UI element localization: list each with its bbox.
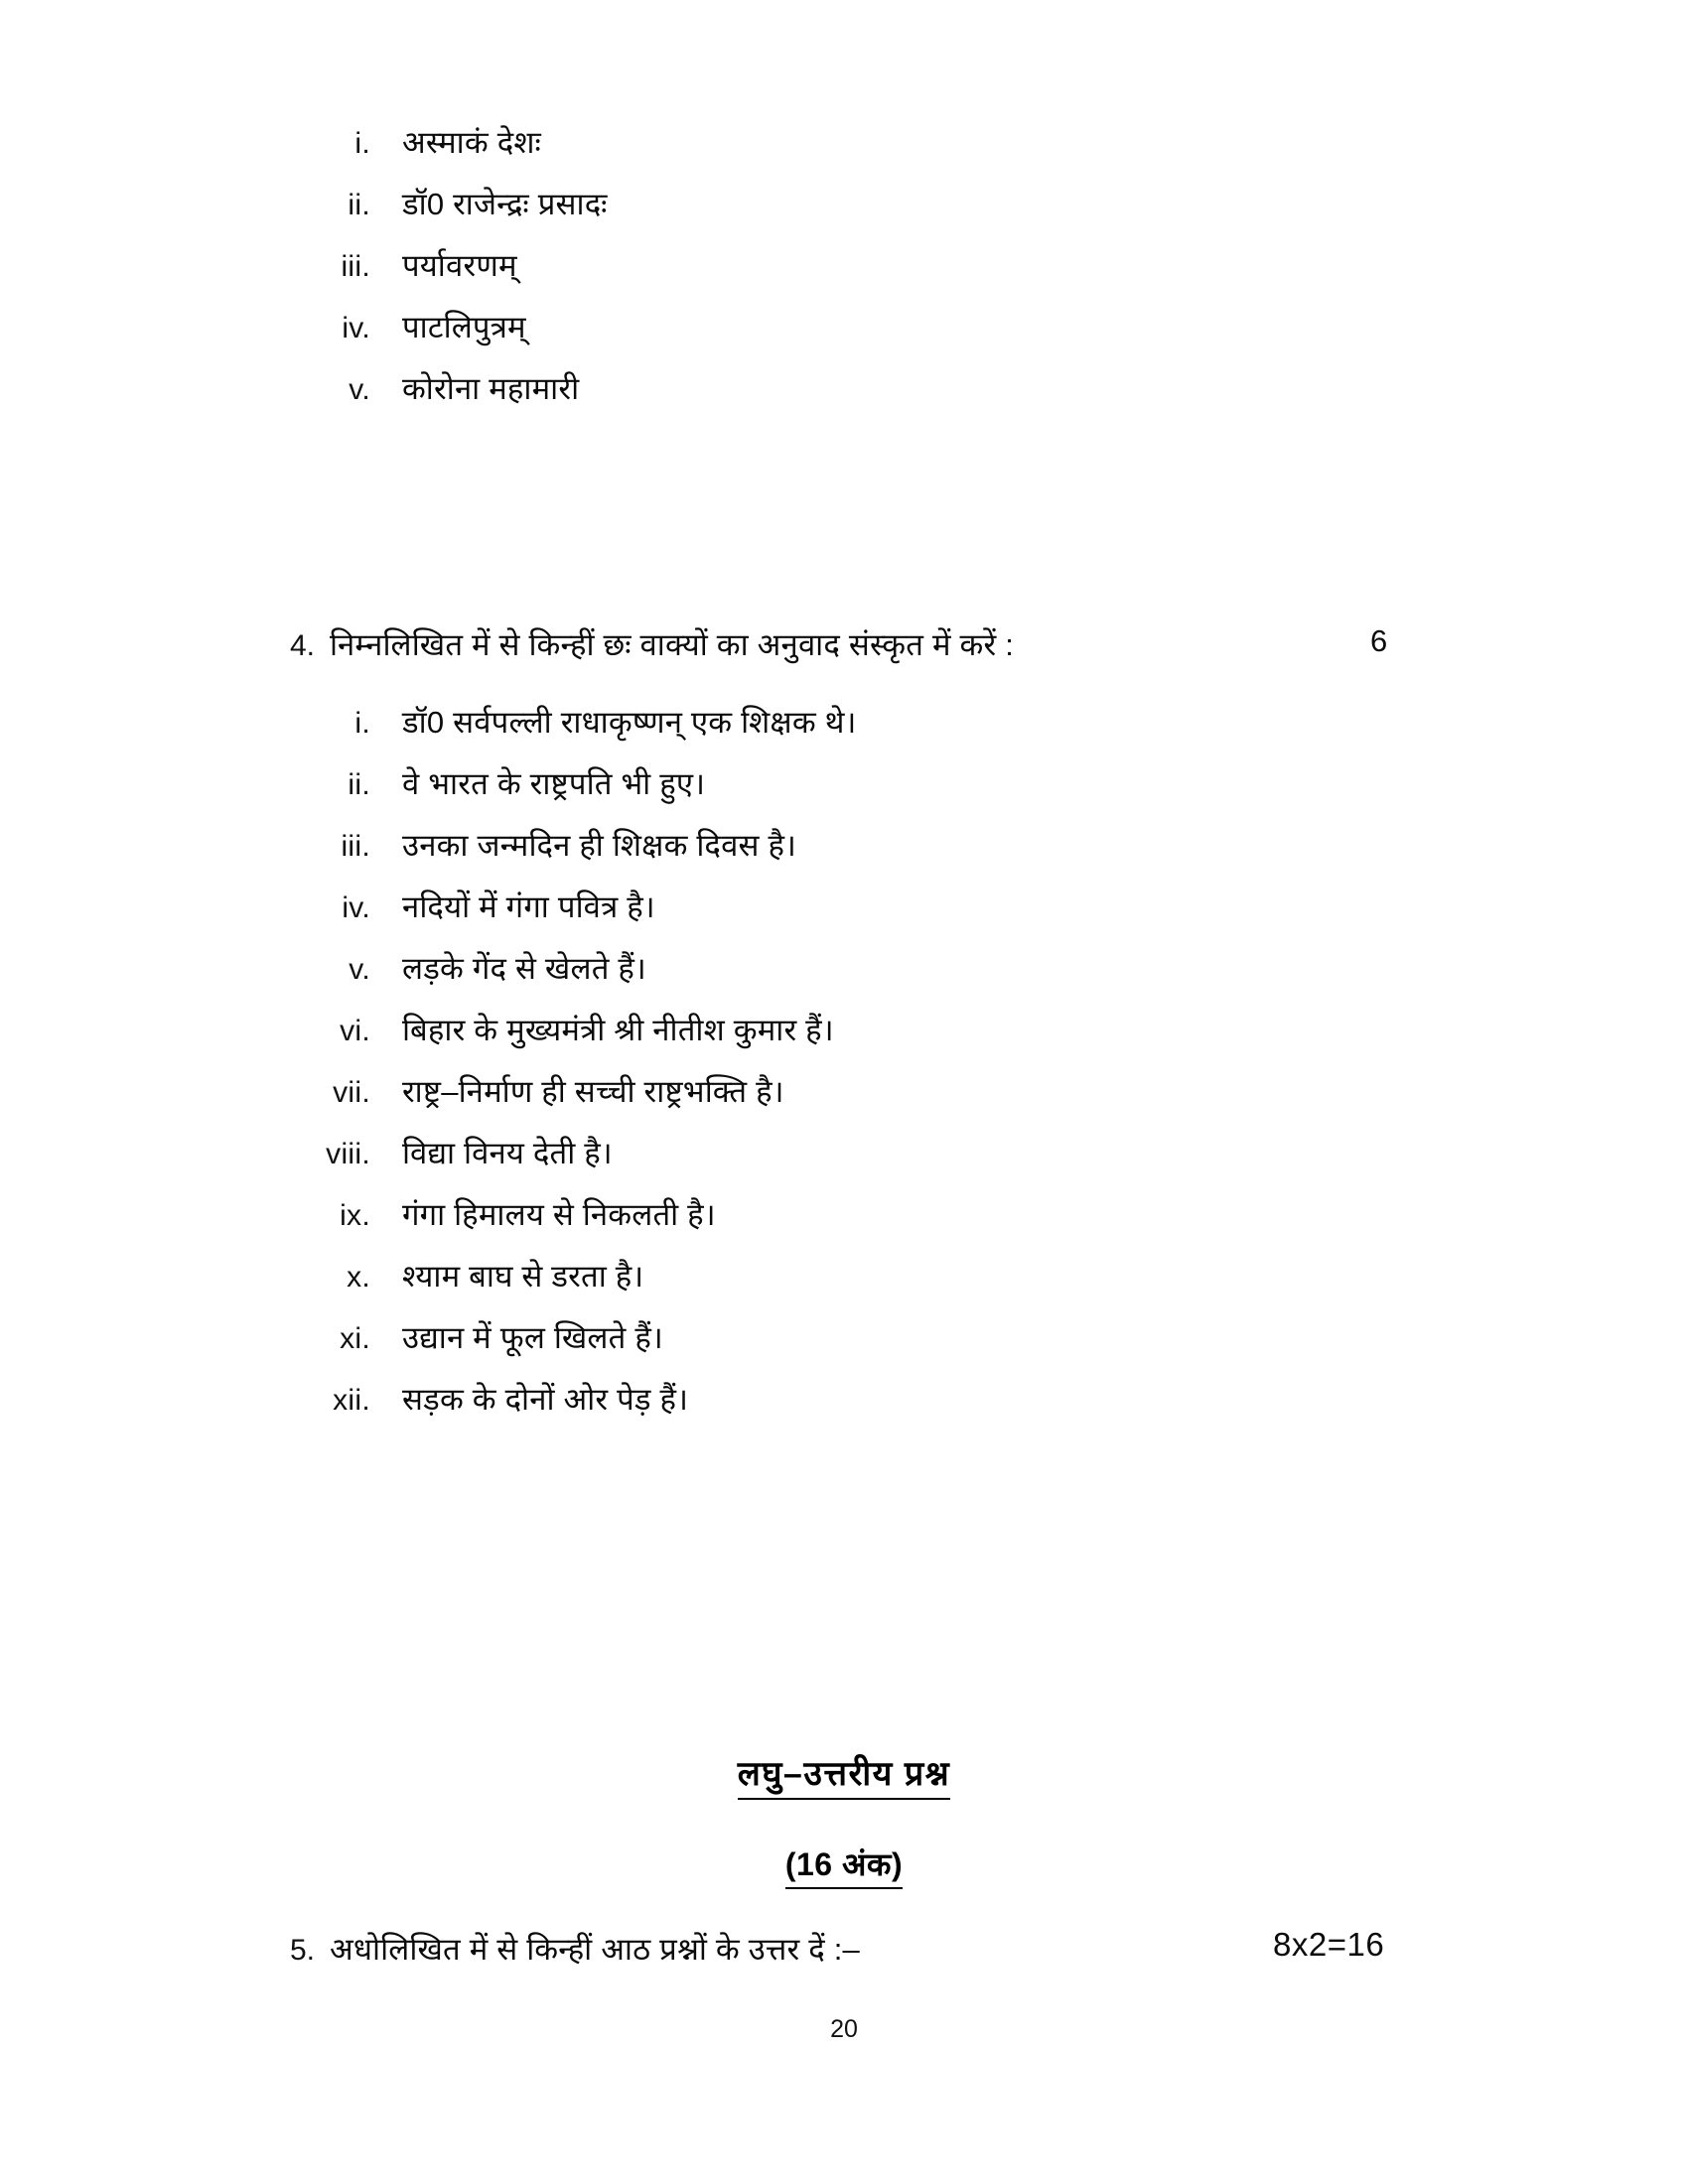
list-item	[253, 830, 1494, 891]
list-item	[253, 373, 1445, 435]
list-item-text: सड़क के दोनों ओर पेड़ हैं।	[402, 1382, 689, 1417]
list-item-text: बिहार के मुख्यमंत्री श्री नीतीश कुमार हैं।	[402, 1013, 834, 1047]
list-item-text: डॉ0 सर्वपल्ली राधाकृष्णन् एक शिक्षक थे।	[402, 705, 857, 740]
list-item-numeral: ii.	[348, 189, 370, 221]
question-5-number: 5.	[290, 1934, 316, 1967]
list-item	[253, 1261, 1494, 1322]
list-item-numeral: iii.	[341, 250, 370, 283]
list-item-numeral: i.	[354, 707, 370, 740]
list-item-numeral: vi.	[340, 1015, 370, 1047]
question-5-text: अधोलिखित में से किन्हीं आठ प्रश्नों के उत्तर दें :–	[330, 1932, 860, 1967]
continued-answer-list	[253, 127, 1445, 435]
list-item-numeral: viii.	[326, 1138, 370, 1170]
question-4-number: 4.	[290, 629, 316, 662]
list-item	[253, 1015, 1494, 1076]
section-heading	[0, 1749, 1688, 1800]
list-item	[253, 1322, 1494, 1384]
list-item-numeral: xi.	[340, 1322, 370, 1355]
list-item	[253, 768, 1494, 830]
question-4-marks: 6	[1370, 623, 1388, 658]
list-item-numeral: iii.	[341, 830, 370, 863]
list-item	[253, 250, 1445, 312]
list-item	[253, 1138, 1494, 1199]
list-item	[253, 891, 1494, 953]
list-item-text: गंगा हिमालय से निकलती है।	[402, 1197, 716, 1232]
list-item-numeral: ii.	[348, 768, 370, 801]
list-item	[253, 312, 1445, 373]
list-item-numeral: x.	[347, 1261, 370, 1294]
list-item	[253, 953, 1494, 1015]
list-item-text: पर्यावरणम्	[402, 248, 517, 283]
section-marks-text: (16 अंक)	[785, 1843, 903, 1889]
section-heading-text: लघु–उत्तरीय प्रश्न	[738, 1749, 950, 1800]
list-item-numeral: vii.	[333, 1076, 370, 1109]
section-marks	[0, 1843, 1688, 1889]
list-item-text: उद्यान में फूल खिलते हैं।	[402, 1320, 663, 1355]
question-5-stem	[290, 1928, 1462, 1970]
list-item	[253, 1384, 1494, 1445]
list-item-text: राष्ट्र–निर्माण ही सच्ची राष्ट्रभक्ति है।	[402, 1074, 784, 1109]
list-item-text: विद्या विनय देती है।	[402, 1136, 613, 1170]
list-item-numeral: v.	[349, 373, 370, 406]
list-item-text: लड़के गेंद से खेलते हैं।	[402, 951, 646, 986]
page-number: 20	[830, 2015, 858, 2043]
list-item-text: कोरोना महामारी	[402, 371, 580, 406]
list-item-text: पाटलिपुत्रम्	[402, 310, 526, 344]
list-item-text: उनका जन्मदिन ही शिक्षक दिवस है।	[402, 828, 797, 863]
list-item-text: वे भारत के राष्ट्रपति भी हुए।	[402, 766, 706, 801]
list-item	[253, 189, 1445, 250]
list-item-numeral: iv.	[342, 312, 370, 344]
list-item-numeral: ix.	[340, 1199, 370, 1232]
list-item-numeral: xii.	[333, 1384, 370, 1417]
question-4-stem	[290, 623, 1462, 665]
list-item	[253, 707, 1494, 768]
list-item-numeral: v.	[349, 953, 370, 986]
list-item-numeral: iv.	[342, 891, 370, 924]
list-item	[253, 1076, 1494, 1138]
list-item	[253, 1199, 1494, 1261]
list-item-text: नदियों में गंगा पवित्र है।	[402, 889, 655, 924]
list-item-numeral: i.	[354, 127, 370, 160]
question-5-marks: 8x2=16	[1273, 1926, 1385, 1963]
list-item	[253, 127, 1445, 189]
list-item-text: अस्माकं देशः	[402, 125, 541, 160]
question-4-text: निम्नलिखित में से किन्हीं छः वाक्यों का अनुवाद संस्कृत में करें :	[330, 627, 1015, 662]
list-item-text: डॉ0 राजेन्द्रः प्रसादः	[402, 187, 608, 221]
question-4-item-list	[253, 707, 1494, 1445]
list-item-text: श्याम बाघ से डरता है।	[402, 1259, 644, 1294]
